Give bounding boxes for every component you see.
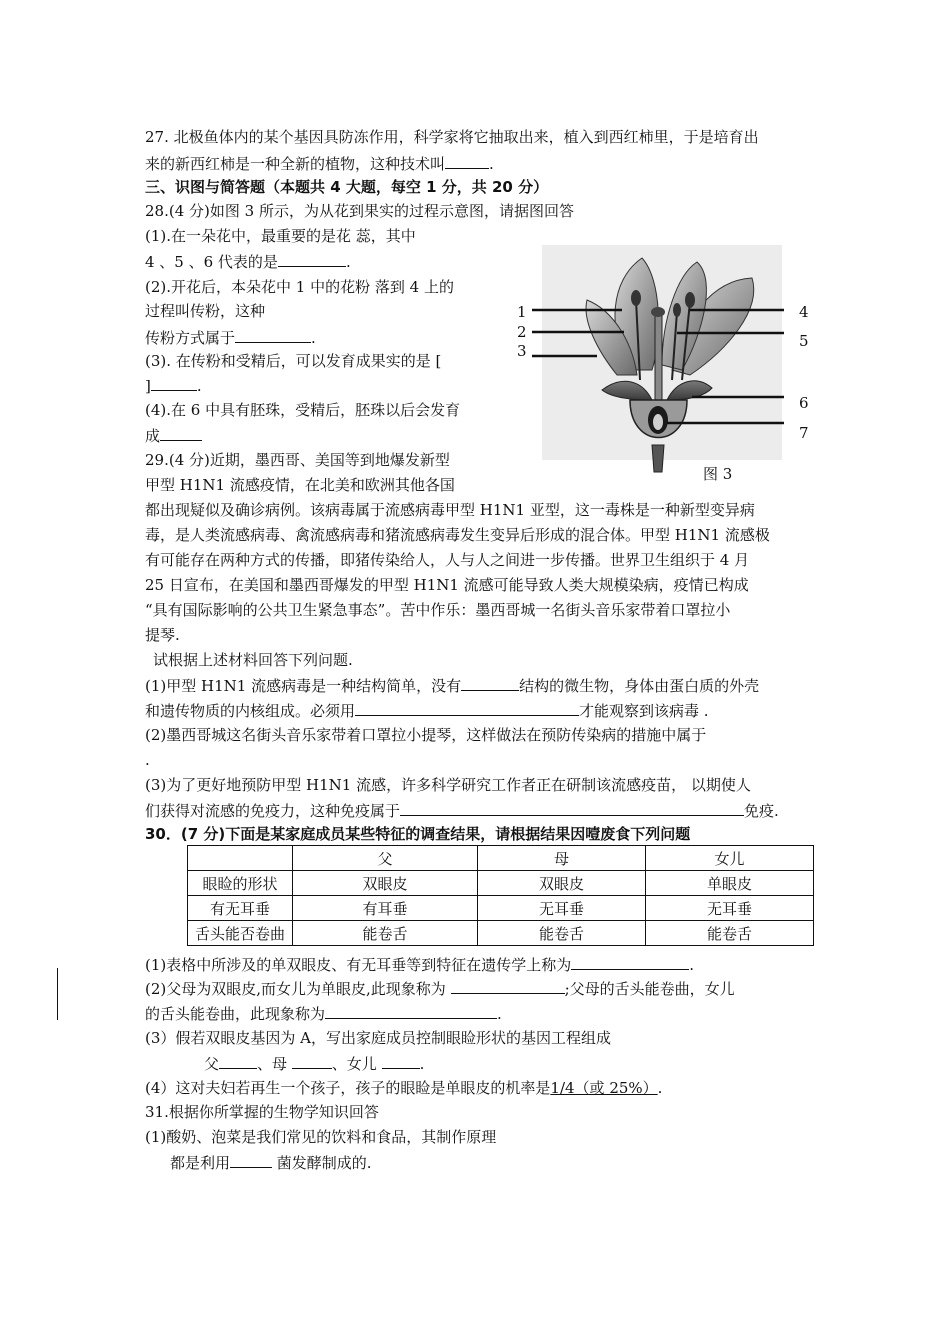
q28-part1: (1).在一朵花中，最重要的是花 蕊，其中 [145, 227, 416, 245]
q30-q1: (1)表格中所涉及的单双眼皮、有无耳垂等到特征在遗传学上称为 . [145, 953, 694, 976]
flower-illustration [512, 240, 824, 488]
q29-q3: (3)为了更好地预防甲型 H1N1 流感，许多科学研究工作者正在研制该流感疫苗， 以期使人 [145, 776, 751, 794]
q29-q2: (2)墨西哥城这名街头音乐家带着口罩拉小提琴，这样做法在预防传染病的措施中属于 [145, 726, 707, 744]
answer-blank[interactable] [278, 250, 346, 267]
q27-line1: 27. 北极鱼体内的某个基因具防冻作用，科学家将它抽取出来，植入到西红柿里，于是培育出 [145, 128, 759, 146]
table-cell: 单眼皮 [646, 871, 814, 896]
q31-part1-cont: 都是利用 菌发酵制成的. [170, 1151, 372, 1174]
table-cell: 能卷舌 [478, 921, 646, 946]
q29-line4: 毒，是人类流感病毒、禽流感病毒和猪流感病毒发生变异后形成的混合体。甲型 H1N1 流感极 [145, 526, 770, 544]
answer-blank[interactable] [219, 1052, 257, 1069]
label-4: 4 [799, 303, 809, 321]
q28-part2-end: 传粉方式属于 . [145, 326, 316, 349]
flower-diagram [512, 240, 824, 488]
label-6: 6 [799, 394, 809, 412]
q29-line8: 提琴. [145, 626, 180, 644]
q28-part2: (2).开花后，本朵花中 1 中的花粉 落到 4 上的 [145, 278, 454, 296]
q29-line7: “具有国际影响的公共卫生紧急事态”。苦中作乐：墨西哥城一名街头音乐家带着口罩拉小 [145, 601, 731, 619]
q28-intro: 28.(4 分)如图 3 所示，为从花到果实的过程示意图，请据图回答 [145, 202, 574, 220]
section-heading: 三、识图与简答题（本题共 4 大题，每空 1 分，共 20 分） [145, 178, 549, 196]
filled-answer: 1/4（或 25%） [550, 1079, 658, 1097]
table-header: 母 [478, 846, 646, 871]
q29-q1-cont: 和遗传物质的内核组成。必须用 才能观察到该病毒 . [145, 699, 709, 722]
q29-q3-cont: 们获得对流感的免疫力，这种免疫属于 免疫. [145, 799, 779, 822]
q27-line2: 来的新西红柿是一种全新的植物，这种技术叫 . [145, 152, 494, 175]
table-header-row [188, 846, 814, 871]
answer-blank[interactable] [235, 326, 311, 343]
label-3: 3 [517, 342, 527, 360]
table-cell: 双眼皮 [478, 871, 646, 896]
q31-intro: 31.根据你所掌握的生物学知识回答 [145, 1103, 379, 1121]
answer-blank[interactable] [325, 1002, 497, 1019]
q30-heading: 30．(7 分)下面是某家庭成员某些特征的调查结果，请根据结果因噎废食下列问题 [145, 825, 691, 843]
q29-line6: 25 日宣布，在美国和墨西哥爆发的甲型 H1N1 流感可能导致人类大规模染病，疫情已构成 [145, 576, 749, 594]
table-cell: 舌头能否卷曲 [188, 921, 293, 946]
survey-table [187, 845, 814, 946]
answer-blank[interactable] [292, 1052, 332, 1069]
label-1: 1 [517, 303, 527, 321]
answer-blank[interactable] [461, 674, 519, 691]
table-row [188, 896, 814, 921]
table-cell: 眼睑的形状 [188, 871, 293, 896]
answer-blank[interactable] [451, 977, 565, 994]
q28-part4: (4).在 6 中具有胚珠，受精后，胚珠以后会发育 [145, 401, 461, 419]
table-cell: 无耳垂 [646, 896, 814, 921]
label-5: 5 [799, 332, 809, 350]
answer-blank[interactable] [230, 1151, 272, 1168]
label-7: 7 [799, 424, 809, 442]
q29-q1: (1)甲型 H1N1 流感病毒是一种结构简单，没有 结构的微生物，身体由蛋白质的外壳 [145, 674, 759, 697]
table-cell: 能卷舌 [293, 921, 478, 946]
table-cell: 能卷舌 [646, 921, 814, 946]
q29-line1: 29.(4 分)近期，墨西哥、美国等到地爆发新型 [145, 451, 450, 469]
q28-part3: (3). 在传粉和受精后，可以发育成果实的是 [ [145, 352, 442, 370]
answer-blank[interactable] [151, 374, 197, 391]
answer-blank[interactable] [571, 953, 689, 970]
q29-q2-end: . [145, 751, 150, 769]
q29-line3: 都出现疑似及确诊病例。该病毒属于流感病毒甲型 H1N1 亚型，这一毒株是一种新型变异病 [145, 501, 755, 519]
q29-line2: 甲型 H1N1 流感疫情，在北美和欧洲其他各国 [145, 476, 455, 494]
answer-blank[interactable] [382, 1052, 420, 1069]
table-cell: 有耳垂 [293, 896, 478, 921]
q30-q4: (4）这对夫妇若再生一个孩子，孩子的眼睑是单眼皮的机率是1/4（或 25%）. [145, 1079, 663, 1097]
q30-q3-genotypes: 父 、母 、女儿 . [204, 1052, 424, 1075]
table-cell: 无耳垂 [478, 896, 646, 921]
q28-part4-cont: 成 [145, 424, 202, 447]
q29-instruction: 试根据上述材料回答下列问题. [153, 651, 353, 669]
table-row [188, 921, 814, 946]
answer-blank[interactable] [445, 152, 489, 169]
q31-part1: (1)酸奶、泡菜是我们常见的饮料和食品，其制作原理 [145, 1128, 497, 1146]
table-header [188, 846, 293, 871]
answer-blank[interactable] [400, 799, 744, 816]
table-header: 父 [293, 846, 478, 871]
table-cell: 有无耳垂 [188, 896, 293, 921]
q28-part3-cont: ] . [145, 374, 202, 397]
table-row [188, 871, 814, 896]
q28-part1-cont: 4 、5 、6 代表的是 . [145, 250, 351, 273]
answer-blank[interactable] [160, 424, 202, 441]
table-header: 女儿 [646, 846, 814, 871]
label-2: 2 [517, 323, 527, 341]
q29-line5: 有可能存在两种方式的传播，即猪传染给人，人与人之间进一步传播。世界卫生组织于 4 月 [145, 551, 750, 569]
margin-bar [57, 968, 58, 1020]
q30-q2: (2)父母为双眼皮,而女儿为单眼皮,此现象称为 ;父母的舌头能卷曲，女儿 [145, 977, 735, 1000]
answer-blank[interactable] [355, 699, 579, 716]
q28-part2-cont: 过程叫传粉，这种 [145, 302, 266, 320]
q30-q2-cont: 的舌头能卷曲，此现象称为 . [145, 1002, 502, 1025]
q30-q3: (3）假若双眼皮基因为 A，写出家庭成员控制眼睑形状的基因工程组成 [145, 1029, 611, 1047]
table-cell: 双眼皮 [293, 871, 478, 896]
figure-caption: 图 3 [703, 465, 733, 483]
